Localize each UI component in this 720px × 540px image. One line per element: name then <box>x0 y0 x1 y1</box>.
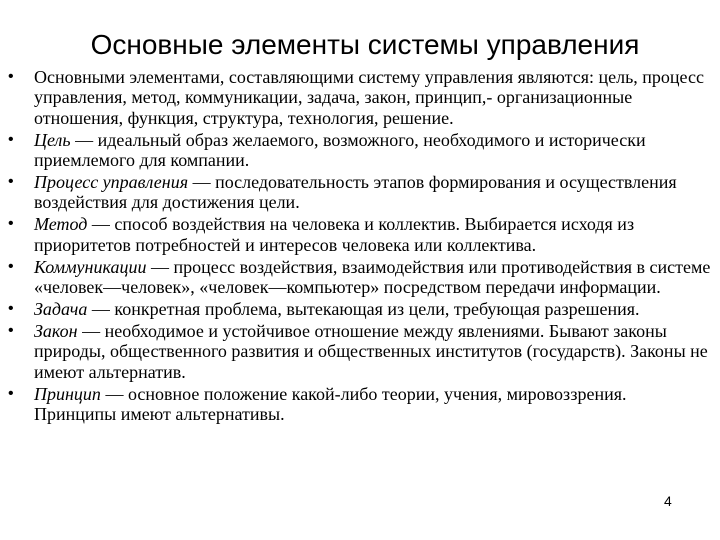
term-law: Закон <box>34 320 78 341</box>
definition-law: — необходимое и устойчивое отношение между явлениями. Бывают законы природы, общественного развития и общественных институтов (государств). Законы не имеют альтернатив. <box>34 320 708 382</box>
page-number: 4 <box>664 493 672 509</box>
bullet-item-law <box>0 321 712 382</box>
definition-principle: — основное положение какой-либо теории, учения, мировоззрения. Принципы имеют альтернативы. <box>34 383 627 424</box>
bullet-icon: • <box>8 321 14 339</box>
term-task: Задача <box>34 298 88 319</box>
term-communications: Коммуникации <box>34 256 147 277</box>
bullet-item-task <box>0 299 712 319</box>
bullet-icon: • <box>8 215 14 233</box>
bullet-item-goal <box>0 130 712 171</box>
definition-task: — конкретная проблема, вытекающая из цели, требующая разрешения. <box>87 298 640 319</box>
term-principle: Принцип <box>34 383 101 404</box>
definition-management-process: — последовательность этапов формирования и осуществления воздействия для достижения цели. <box>34 172 677 213</box>
term-method: Метод <box>34 214 88 235</box>
intro-text: Основными элементами, составляющими систему управления являются: цель, процесс управления, метод, коммуникации, задача, закон, принцип,- организационные отношения, функция, структура, технология, решение. <box>34 67 704 128</box>
bullet-icon: • <box>8 173 14 191</box>
definition-communications: — процесс воздействия, взаимодействия или противодействия в системе «человек—человек», «человек—компьютер» посредством передачи информации. <box>34 256 711 298</box>
bullet-icon: • <box>8 384 14 402</box>
bullet-item-intro <box>0 67 712 128</box>
bullet-icon: • <box>8 130 14 148</box>
term-goal: Цель <box>34 129 71 150</box>
slide-title: Основные элементы системы управления <box>90 29 640 60</box>
bullet-list <box>0 67 712 426</box>
bullet-item-method <box>0 214 712 255</box>
bullet-icon: • <box>8 299 14 317</box>
bullet-item-management-process <box>0 172 712 213</box>
bullet-item-communications <box>0 257 712 298</box>
definition-goal: — идеальный образ желаемого, возможного, необходимого и исторически приемлемого для компании. <box>34 129 646 171</box>
term-management-process: Процесс управления <box>34 172 189 193</box>
bullet-icon: • <box>8 68 14 85</box>
bullet-item-principle <box>0 384 712 425</box>
bullet-icon: • <box>8 257 14 275</box>
definition-method: — способ воздействия на человека и коллектив. Выбирается исходя из приоритетов потребностей и интересов человека или коллектива. <box>34 214 635 255</box>
